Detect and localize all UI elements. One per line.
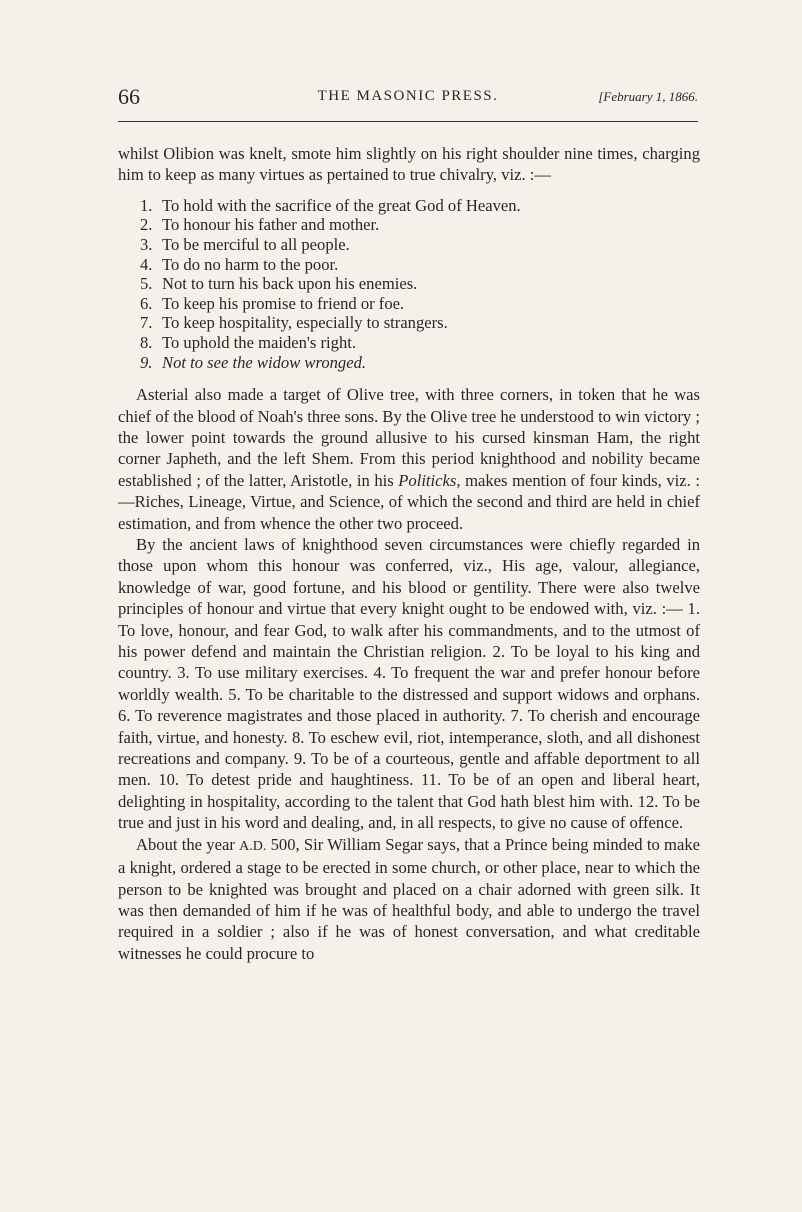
list-text: To do no harm to the poor.	[162, 254, 339, 274]
list-item	[140, 313, 700, 333]
list-number: 4.	[140, 254, 153, 274]
list-number: 2.	[140, 215, 153, 235]
list-item	[140, 215, 700, 235]
list-number: 9.	[140, 352, 153, 372]
list-item	[140, 274, 700, 294]
running-header	[118, 84, 698, 110]
list-item	[140, 294, 700, 314]
list-item	[140, 333, 700, 353]
list-number: 5.	[140, 274, 153, 294]
header-rule	[118, 121, 698, 122]
page-number: 66	[118, 84, 140, 109]
list-number: 8.	[140, 332, 153, 352]
book-title: Politicks,	[398, 470, 461, 490]
list-item	[140, 353, 700, 373]
paragraph-text: 500, Sir William Segar says, that a Prince being minded to make a knight, ordered a stage to be erected in some church, or other place, near to which the person to be knighted was brought and placed on a chair adorned with green silk. It was then demanded of him if he was of healthful body, and able to undergo the travel required in a soldier ; also if he was of honest conversation, and what creditable witnesses he could procure to	[118, 834, 700, 963]
list-text: To be merciful to all people.	[162, 235, 350, 254]
intro-paragraph: whilst Olibion was knelt, smote him slightly on his right shoulder nine times, charging him to keep as many virtues as pertained to true chivalry, viz. :—	[118, 144, 700, 185]
list-text: Not to turn his back upon his enemies.	[162, 274, 418, 294]
segar-paragraph	[118, 834, 700, 964]
paragraph-text: makes mention of four kinds, viz. :—Riches, Lineage, Virtue, and Science, of which the second and third are held in chief estimation, and from whence the other two proceed.	[118, 470, 700, 533]
olive-tree-paragraph	[118, 384, 700, 534]
virtues-list	[140, 196, 700, 372]
knighthood-laws-paragraph: By the ancient laws of knighthood seven circumstances were chiefly regarded in those upon whom this honour was conferred, viz., His age, valour, allegiance, knowledge of war, good fortune, and his blood or gentility. There were also twelve principles of honour and virtue that every knight ought to be endowed with, viz. :— 1. To love, honour, and fear God, to walk after his commandments, and to the utmost of his power defend and maintain the Christian religion. 2. To be loyal to his king and country. 3. To use military exercises. 4. To frequent the war and prefer honour before worldly wealth. 5. To be charitable to the distressed and support widows and orphans. 6. To reverence magistrates and those placed in authority. 7. To cherish and encourage faith, virtue, and honesty. 8. To eschew evil, riot, intemperance, sloth, and all dishonest recreations and company. 9. To be of a courteous, gentle and affable deportment to all men. 10. To detest pride and haughtiness. 11. To be of an open and liberal heart, delighting in hospitality, according to the talent that God hath blest him with. 12. To be true and just in his word and dealing, and, in all respects, to give no cause of offence.	[118, 535, 700, 833]
list-item	[140, 196, 700, 216]
article-body	[118, 143, 700, 964]
list-number: 6.	[140, 293, 153, 313]
running-title: THE MASONIC PRESS.	[317, 88, 499, 104]
paragraph-text: About the year	[136, 834, 240, 854]
list-number: 1.	[140, 195, 153, 215]
list-text: To hold with the sacrifice of the great God of Heaven.	[162, 195, 521, 215]
list-item	[140, 235, 700, 255]
list-text: To honour his father and mother.	[162, 215, 380, 235]
list-text: To keep his promise to friend or foe.	[162, 293, 405, 313]
list-text: To keep hospitality, especially to strangers.	[162, 313, 448, 333]
list-text: Not to see the widow wronged.	[162, 352, 367, 372]
list-number: 3.	[140, 235, 153, 254]
list-text: To uphold the maiden's right.	[162, 332, 357, 352]
issue-date: [February 1, 1866.	[598, 89, 698, 104]
list-number: 7.	[140, 313, 153, 333]
list-item	[140, 255, 700, 275]
paragraph-text: Asterial also made a target of Olive tree, with three corners, in token that he was chief of the blood of Noah's three sons. By the Olive tree he understood to win victory ; the lower point towards the ground allusive to his cursed kinsman Ham, the right corner Japheth, and the left Shem. From this period knighthood and nobility became established ; of the latter, Aristotle, in his	[118, 385, 700, 490]
era-abbreviation: A.D.	[239, 838, 267, 854]
